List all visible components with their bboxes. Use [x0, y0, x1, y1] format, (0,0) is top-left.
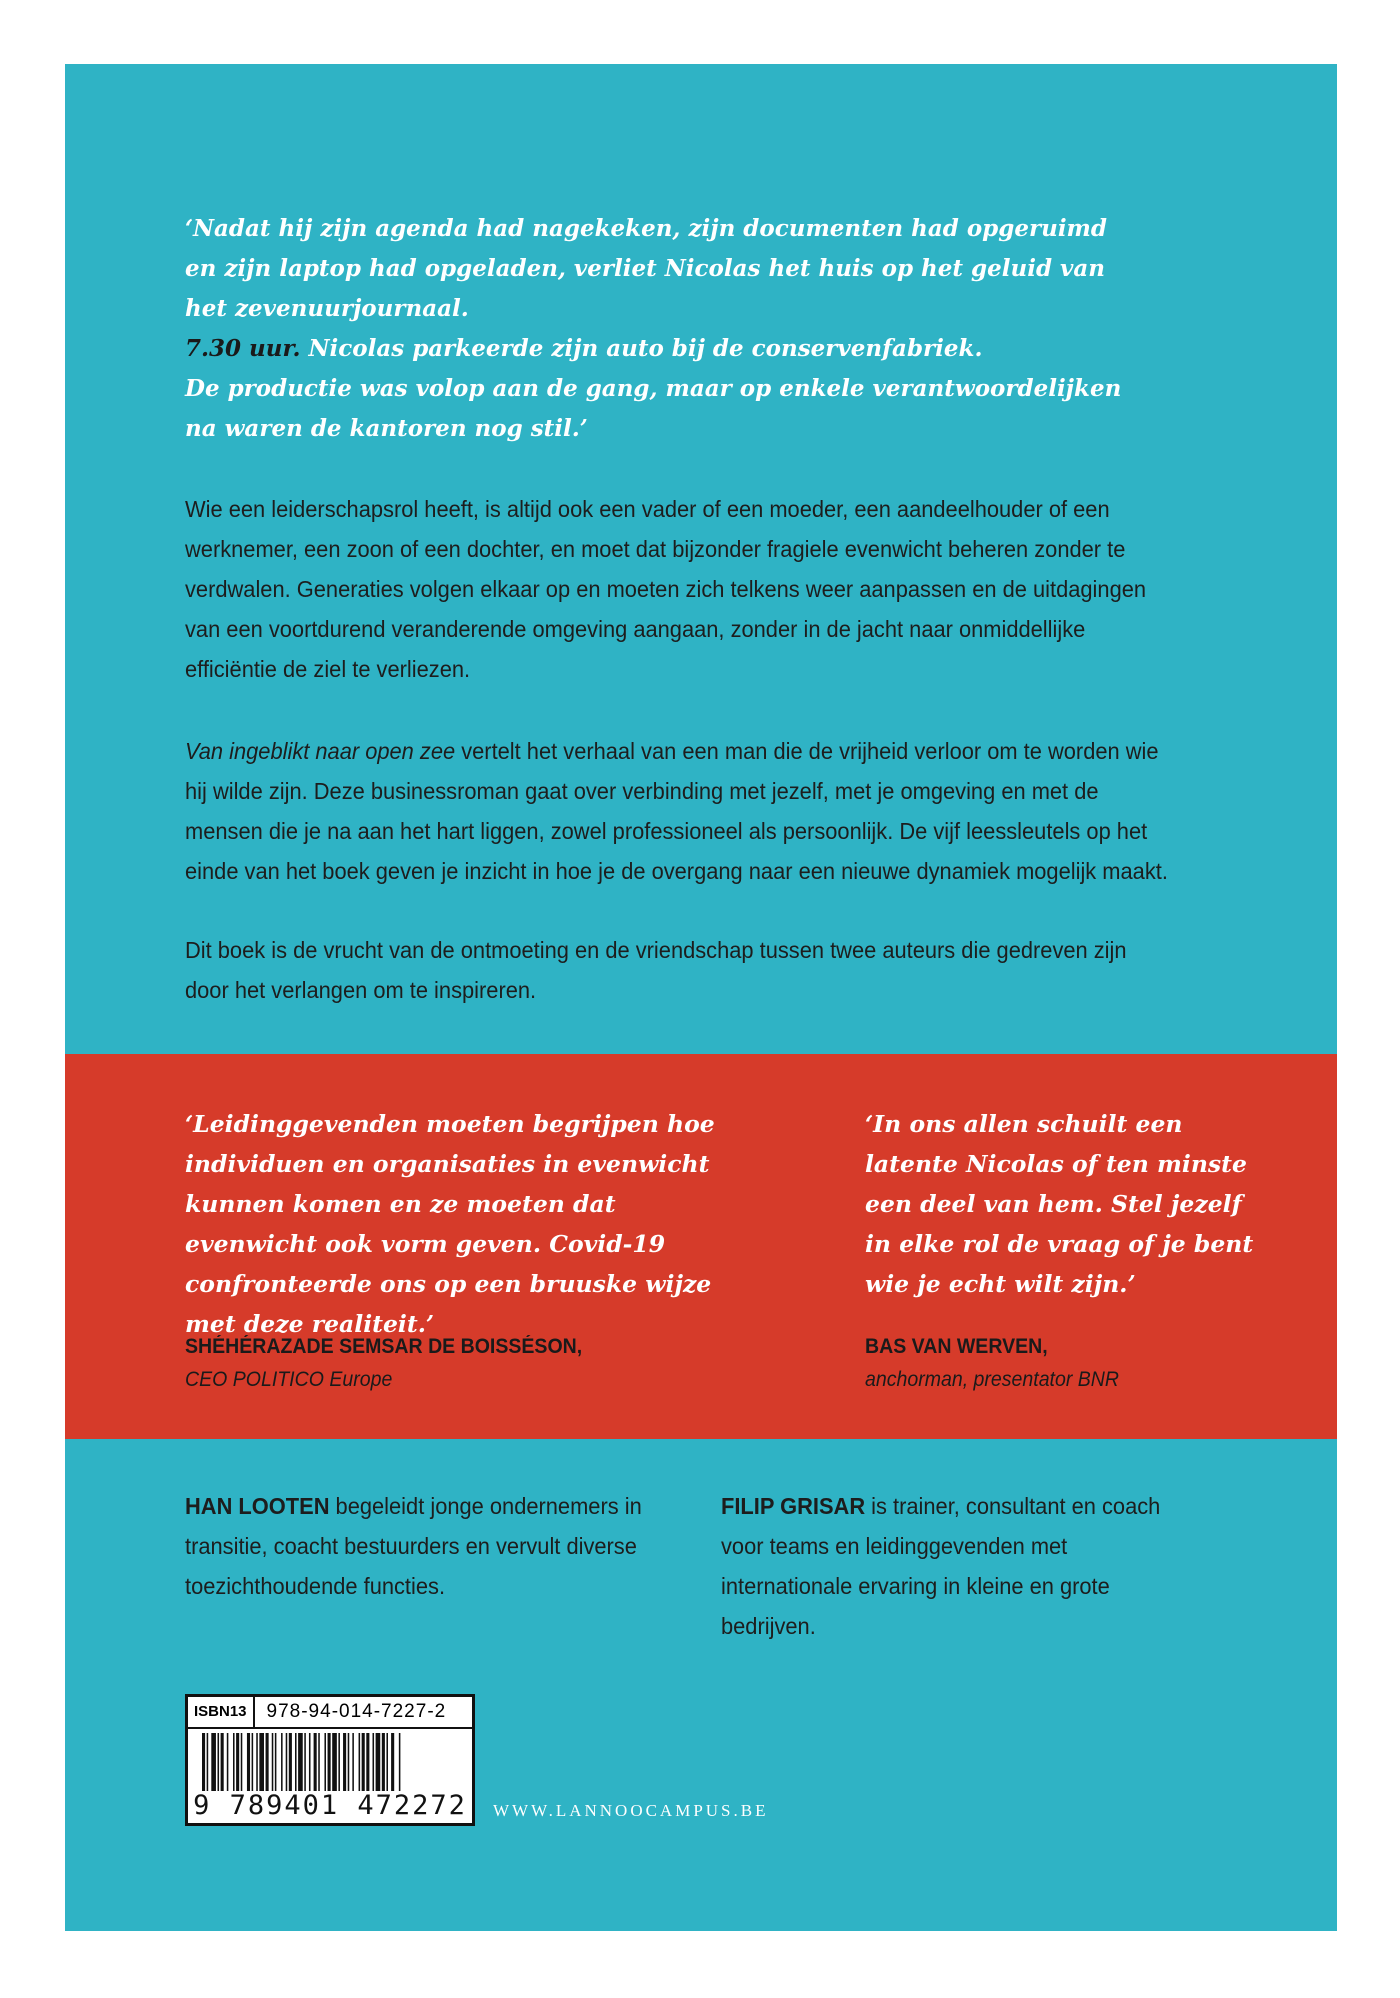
- description-paragraph-1: Wie een leiderschapsrol heeft, is altijd ook een vader of een moeder, een aandeelhouder of een werknemer, een zoon of een dochter, en moet dat bijzonder fragiele evenwicht beheren zonder te verdwalen. Generaties volgen elkaar op en moeten zich telkens weer aanpassen en de uitdagingen van een voortdurend veranderende omgeving aangaan, zonder in de jacht naar onmiddellijke efficiëntie de ziel te verliezen.: [185, 496, 1147, 682]
- description-paragraph-3: Dit boek is de vrucht van de ontmoeting en de vriendschap tussen twee auteurs die gedreven zijn door het verlangen om te inspireren.: [185, 937, 1127, 1003]
- intro-line-5: De productie was volop aan de gang, maar op enkele verantwoordelijken: [185, 375, 1122, 402]
- intro-line-6: na waren de kantoren nog stil.’: [185, 415, 588, 442]
- description-paragraph-2-text: vertelt het verhaal van een man die de vrijheid verloor om te worden wie hij wilde zijn. Deze businessroman gaat over verbinding met jezelf, met je omgeving en met de mensen die je na aan het hart liggen, zowel professioneel als persoonlijk. De vijf leessleutels op het einde van het boek geven je inzicht in hoe je de overgang naar een nieuwe dynamiek mogelijk maakt.: [185, 738, 1168, 884]
- endorser-name-2: BAS VAN WERVEN,: [865, 1335, 1048, 1358]
- endorsements-band: [65, 1054, 1337, 1439]
- endorsement-attribution-2: [865, 1330, 1119, 1396]
- book-back-cover: [65, 64, 1337, 1931]
- description-paragraph-2: [185, 731, 1171, 891]
- endorsement-quote-1: ‘Leidinggevenden moeten begrijpen hoe individuen en organisaties in evenwicht kunnen komen en ze moeten dat evenwicht ook vorm geven. Covid-19 confronteerde ons op een bruuske wijze met deze realiteit.’: [185, 1110, 715, 1338]
- barcode-bars: [202, 1733, 464, 1791]
- endorser-role-2: anchorman, presentator BNR: [865, 1368, 1120, 1391]
- author-name-1: HAN LOOTEN: [185, 1493, 330, 1519]
- intro-line-4: Nicolas parkeerde zijn auto bij de conservenfabriek.: [300, 335, 983, 362]
- isbn-barcode: [185, 1694, 475, 1826]
- endorser-role-1: CEO POLITICO Europe: [185, 1368, 393, 1391]
- author-bio-text-1: begeleidt jonge ondernemers in transitie, coacht bestuurders en vervult diverse toezichthoudende functies.: [185, 1493, 642, 1599]
- intro-line-1: ‘Nadat hij zijn agenda had nagekeken, zijn documenten had opgeruimd: [185, 215, 1107, 242]
- author-bio-text-2: is trainer, consultant en coach voor teams en leidinggevenden met internationale ervaring in kleine en grote bedrijven.: [721, 1493, 1161, 1639]
- endorser-name-1: SHÉHÉRAZADE SEMSAR DE BOISSÉSON,: [185, 1335, 583, 1358]
- barcode-digits: 9 789401 472272: [193, 1790, 467, 1821]
- intro-line-2: en zijn laptop had opgeladen, verliet Nicolas het huis op het geluid van: [185, 255, 1106, 282]
- publisher-website: WWW.LANNOOCAMPUS.BE: [493, 1801, 769, 1820]
- intro-excerpt: [185, 209, 1245, 449]
- endorsement-quote-2: ‘In ons allen schuilt een latente Nicolas of ten minste een deel van hem. Stel jezelf in elke rol de vraag of je bent wie je echt wilt zijn.’: [865, 1110, 1254, 1298]
- book-title-mention: Van ingeblikt naar open zee: [185, 738, 456, 764]
- intro-time: 7.30 uur.: [185, 335, 301, 362]
- intro-line-3: het zevenuurjournaal.: [185, 295, 469, 322]
- isbn-number: 978-94-014-7227-2: [266, 1701, 447, 1722]
- author-name-2: FILIP GRISAR: [721, 1493, 866, 1519]
- isbn-header: [188, 1697, 472, 1729]
- isbn-label: ISBN13: [188, 1697, 255, 1727]
- author-bio-1: [185, 1486, 650, 1606]
- author-bio-2: [721, 1486, 1186, 1646]
- endorsement-attribution-1: [185, 1330, 582, 1396]
